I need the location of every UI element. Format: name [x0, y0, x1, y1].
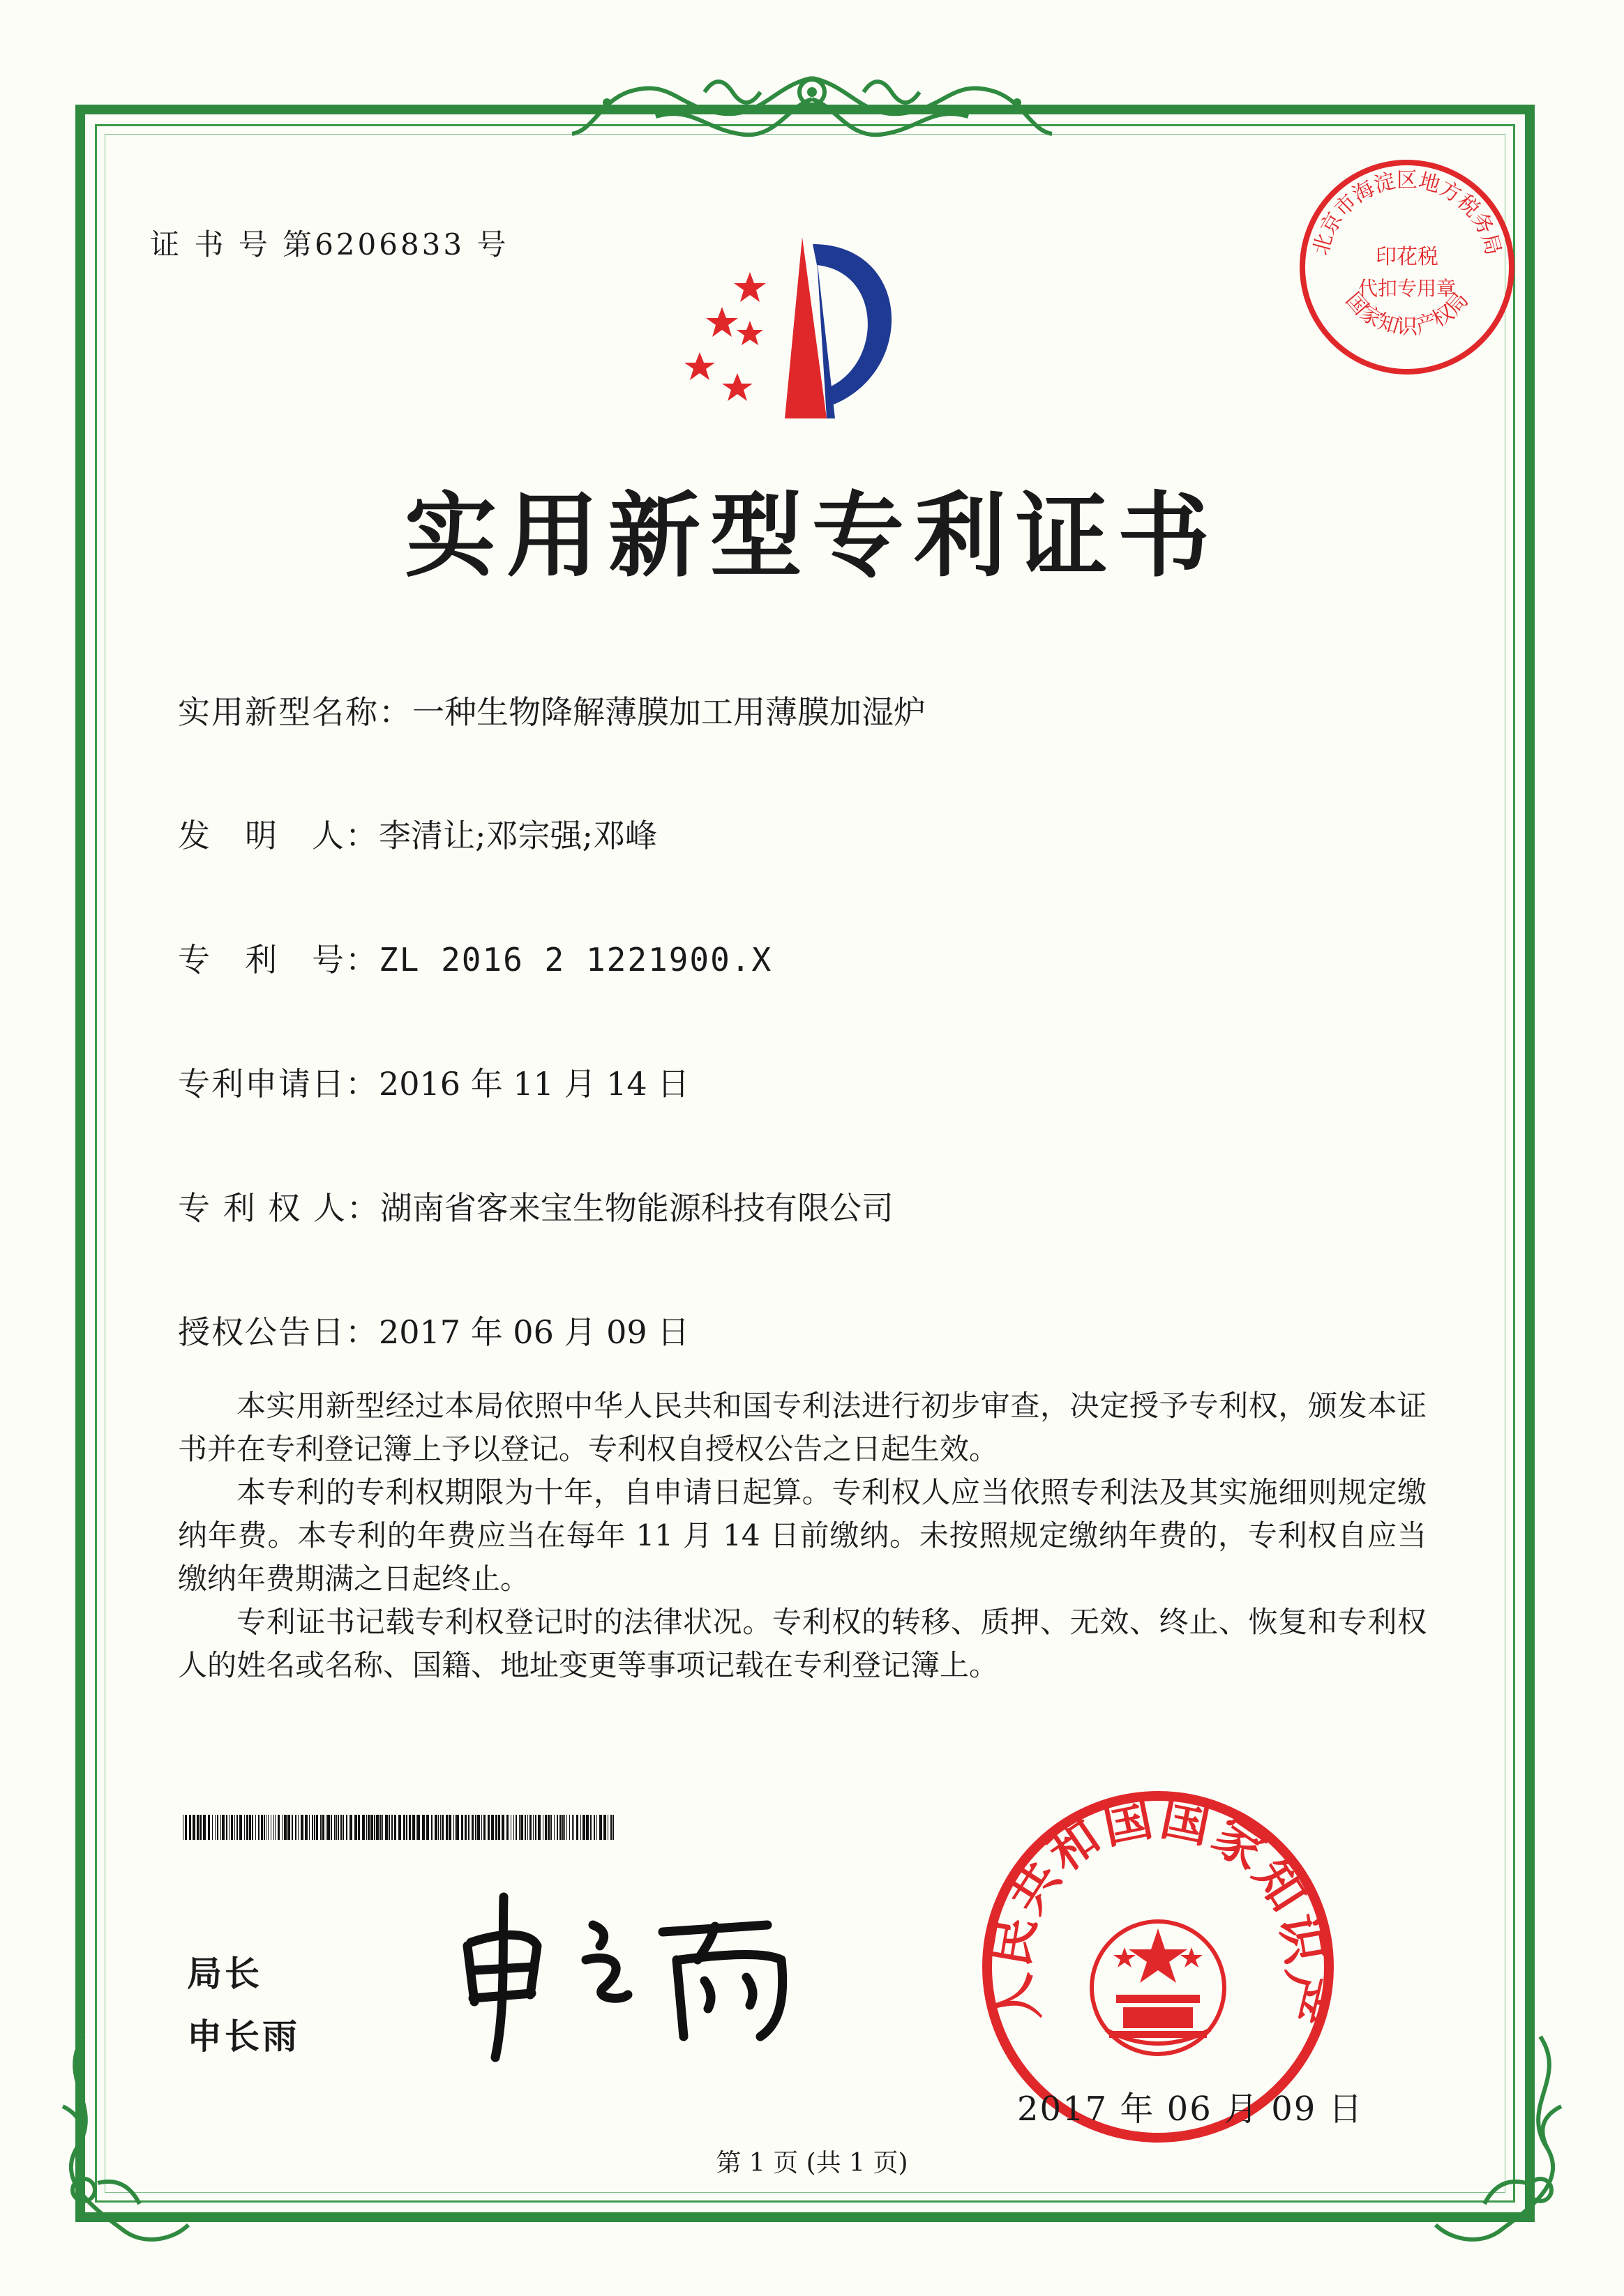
- barcode-bar: [572, 1815, 573, 1840]
- barcode-bar: [449, 1815, 451, 1840]
- barcode-bar: [472, 1815, 474, 1840]
- barcode-bar: [185, 1815, 187, 1840]
- body-paragraph: 本专利的专利权期限为十年，自申请日起算。专利权人应当依照专利法及其实施细则规定缴纳年费。本专利的年费应当在每年 11 月 14 日前缴纳。未按照规定缴纳年费的，专利权自应当缴纳年费期满之日起终止。: [178, 1475, 1427, 1596]
- barcode-bar: [298, 1815, 299, 1840]
- barcode-bar: [529, 1815, 532, 1840]
- barcode-bar: [379, 1815, 382, 1840]
- barcode-bar: [538, 1815, 541, 1840]
- barcode-bar: [284, 1815, 287, 1840]
- barcode-bar: [603, 1815, 606, 1840]
- barcode-bar: [468, 1815, 469, 1840]
- barcode-bar: [610, 1815, 612, 1840]
- barcode-bar: [576, 1815, 578, 1840]
- barcode-bar: [376, 1815, 379, 1840]
- barcode-bar: [442, 1815, 444, 1840]
- barcode-bar: [481, 1815, 482, 1840]
- barcode-bar: [426, 1815, 429, 1840]
- barcode-bar: [301, 1815, 303, 1840]
- barcode-bar: [498, 1815, 500, 1840]
- barcode-bar: [322, 1815, 324, 1840]
- barcode-bar: [264, 1815, 265, 1840]
- barcode-bar: [569, 1815, 570, 1840]
- field-patentee: 专 利 权 人：湖南省客来宝生物能源科技有限公司: [178, 1189, 894, 1227]
- barcode-bar: [612, 1815, 614, 1840]
- barcode-bar: [312, 1815, 313, 1840]
- barcode-bar: [475, 1815, 476, 1840]
- barcode-bar: [275, 1815, 276, 1840]
- barcode-bar: [590, 1815, 592, 1840]
- barcode-bar: [197, 1815, 199, 1840]
- grant-date-stamp: 2017 年 06 月 09 日: [1017, 2090, 1364, 2129]
- barcode-bar: [268, 1815, 269, 1840]
- barcode-bar: [491, 1815, 494, 1840]
- corner-ornament-bottom-right-icon: [1429, 2023, 1582, 2253]
- barcode-bar: [354, 1815, 357, 1840]
- tax-seal-stamp-icon: [1292, 152, 1522, 385]
- barcode-bar: [550, 1815, 552, 1840]
- barcode-bar: [212, 1815, 213, 1840]
- barcode-bar: [338, 1815, 339, 1840]
- barcode-bar: [366, 1815, 367, 1840]
- patent-office-logo-icon: [680, 230, 917, 428]
- barcode-bar: [409, 1815, 411, 1840]
- field-utility-model-name: 实用新型名称：一种生物降解薄膜加工用薄膜加湿炉: [178, 693, 926, 731]
- svg-text:中华人民共和国国家知识产权局: 人民共和国国家知识产: [982, 1788, 1334, 2030]
- barcode-bar: [200, 1815, 202, 1840]
- barcode-bar: [215, 1815, 216, 1840]
- barcode-bar: [599, 1815, 602, 1840]
- barcode-bar: [236, 1815, 238, 1840]
- barcode-bar: [374, 1815, 375, 1840]
- barcode-bar: [316, 1815, 318, 1840]
- barcode-bar: [208, 1815, 210, 1840]
- barcode-bar: [594, 1815, 595, 1840]
- barcode-bar: [327, 1815, 330, 1840]
- barcode-bar: [582, 1815, 585, 1840]
- director-title: 局长: [187, 1954, 262, 1994]
- barcode-bar: [226, 1815, 227, 1840]
- barcode-bar: [249, 1815, 251, 1840]
- barcode-bar: [586, 1815, 589, 1840]
- barcode-bar: [488, 1815, 490, 1840]
- barcode-bar: [477, 1815, 480, 1840]
- barcode-bar: [559, 1815, 562, 1840]
- barcode-bar: [234, 1815, 235, 1840]
- barcode-bar: [502, 1815, 504, 1840]
- barcode-bar: [189, 1815, 191, 1840]
- barcode-bar: [417, 1815, 420, 1840]
- barcode-bar: [513, 1815, 514, 1840]
- barcode-bar: [385, 1815, 388, 1840]
- barcode-bar: [435, 1815, 437, 1840]
- director-signature-icon: [453, 1883, 844, 2067]
- svg-text:代扣专用章: 代扣专用章: [1358, 277, 1457, 300]
- svg-text:北京市海淀区地方税务局: 北京市海淀区地方税务局: [1309, 168, 1505, 258]
- svg-text:印花税: 印花税: [1376, 245, 1438, 269]
- barcode-bar: [217, 1815, 218, 1840]
- barcode-icon: [183, 1815, 615, 1840]
- barcode-bar: [220, 1815, 221, 1840]
- barcode-bar: [580, 1815, 581, 1840]
- barcode-bar: [525, 1815, 526, 1840]
- barcode-bar: [309, 1815, 310, 1840]
- barcode-bar: [406, 1815, 407, 1840]
- body-paragraph: 专利证书记载专利权登记时的法律状况。专利权的转移、质押、无效、终止、恢复和专利权人的姓名或名称、国籍、地址变更等事项记载在专利登记簿上。: [178, 1605, 1427, 1682]
- barcode-bar: [533, 1815, 534, 1840]
- barcode-bar: [431, 1815, 433, 1840]
- certificate-body-text: [178, 1384, 1427, 1687]
- certificate-number: [150, 222, 509, 264]
- barcode-bar: [412, 1815, 415, 1840]
- barcode-bar: [246, 1815, 248, 1840]
- barcode-bar: [314, 1815, 315, 1840]
- barcode-bar: [203, 1815, 206, 1840]
- barcode-bar: [446, 1815, 448, 1840]
- barcode-bar: [527, 1815, 528, 1840]
- barcode-bar: [222, 1815, 225, 1840]
- certificate-number-suffix: 号: [476, 227, 509, 262]
- director-name: 申长雨: [187, 2016, 300, 2057]
- barcode-bar: [398, 1815, 401, 1840]
- barcode-bar: [258, 1815, 260, 1840]
- barcode-bar: [343, 1815, 344, 1840]
- barcode-bar: [440, 1815, 441, 1840]
- barcode-bar: [562, 1815, 564, 1840]
- barcode-bar: [244, 1815, 245, 1840]
- barcode-bar: [520, 1815, 523, 1840]
- barcode-bar: [564, 1815, 565, 1840]
- barcode-bar: [422, 1815, 425, 1840]
- field-application-date: 专利申请日：2016 年 11 月 14 日: [178, 1065, 690, 1103]
- barcode-bar: [193, 1815, 195, 1840]
- barcode-bar: [455, 1815, 456, 1840]
- barcode-bar: [516, 1815, 517, 1840]
- barcode-bar: [394, 1815, 396, 1840]
- barcode-bar: [346, 1815, 347, 1840]
- barcode-bar: [573, 1815, 574, 1840]
- barcode-bar: [566, 1815, 567, 1840]
- barcode-bar: [336, 1815, 337, 1840]
- barcode-bar: [453, 1815, 454, 1840]
- barcode-bar: [382, 1815, 383, 1840]
- barcode-bar: [358, 1815, 360, 1840]
- body-paragraph: 本实用新型经过本局依照中华人民共和国专利法进行初步审查，决定授予专利权，颁发本证书并在专利登记簿上予以登记。专利权自授权公告之日起生效。: [178, 1389, 1427, 1466]
- certificate-number-label: 证 书 号 第: [150, 227, 315, 262]
- barcode-bar: [229, 1815, 230, 1840]
- barcode-bar: [239, 1815, 242, 1840]
- certificate-title: 实用新型专利证书: [405, 483, 1219, 590]
- barcode-bar: [368, 1815, 370, 1840]
- barcode-bar: [252, 1815, 253, 1840]
- barcode-bar: [278, 1815, 280, 1840]
- page-number: 第 1 页 (共 1 页): [716, 2149, 908, 2177]
- barcode-bar: [320, 1815, 322, 1840]
- barcode-bar: [349, 1815, 352, 1840]
- barcode-bar: [287, 1815, 290, 1840]
- barcode-bar: [465, 1815, 467, 1840]
- barcode-bar: [261, 1815, 263, 1840]
- barcode-bar: [340, 1815, 342, 1840]
- barcode-bar: [391, 1815, 393, 1840]
- barcode-bar: [255, 1815, 256, 1840]
- barcode-bar: [548, 1815, 550, 1840]
- barcode-bar: [273, 1815, 274, 1840]
- field-inventors: 发 明 人：李清让;邓宗强;邓峰: [178, 817, 657, 854]
- field-grant-announcement-date: 授权公告日：2017 年 06 月 09 日: [178, 1313, 690, 1351]
- barcode-bar: [535, 1815, 536, 1840]
- barcode-bar: [519, 1815, 520, 1840]
- barcode-bar: [495, 1815, 497, 1840]
- barcode-bar: [305, 1815, 308, 1840]
- barcode-bar: [438, 1815, 439, 1840]
- certificate-number-value: 6206833: [315, 227, 465, 262]
- barcode-bar: [596, 1815, 597, 1840]
- top-ornament-icon: [565, 64, 1059, 155]
- barcode-bar: [461, 1815, 463, 1840]
- barcode-bar: [231, 1815, 233, 1840]
- barcode-bar: [506, 1815, 509, 1840]
- barcode-bar: [557, 1815, 558, 1840]
- field-patent-number: 专 利 号：ZL 2016 2 1221900.X: [178, 941, 773, 979]
- barcode-bar: [282, 1815, 283, 1840]
- barcode-bar: [331, 1815, 332, 1840]
- barcode-bar: [362, 1815, 365, 1840]
- barcode-bar: [292, 1815, 293, 1840]
- barcode-bar: [403, 1815, 405, 1840]
- barcode-bar: [483, 1815, 486, 1840]
- corner-ornament-bottom-left-icon: [42, 2023, 195, 2253]
- barcode-bar: [545, 1815, 547, 1840]
- barcode-bar: [295, 1815, 296, 1840]
- barcode-bar: [370, 1815, 373, 1840]
- barcode-bar: [554, 1815, 555, 1840]
- svg-text:国家知识产权局: 国家知识产权局: [1340, 287, 1474, 340]
- barcode-bar: [389, 1815, 390, 1840]
- barcode-bar: [334, 1815, 336, 1840]
- barcode-bar: [456, 1815, 459, 1840]
